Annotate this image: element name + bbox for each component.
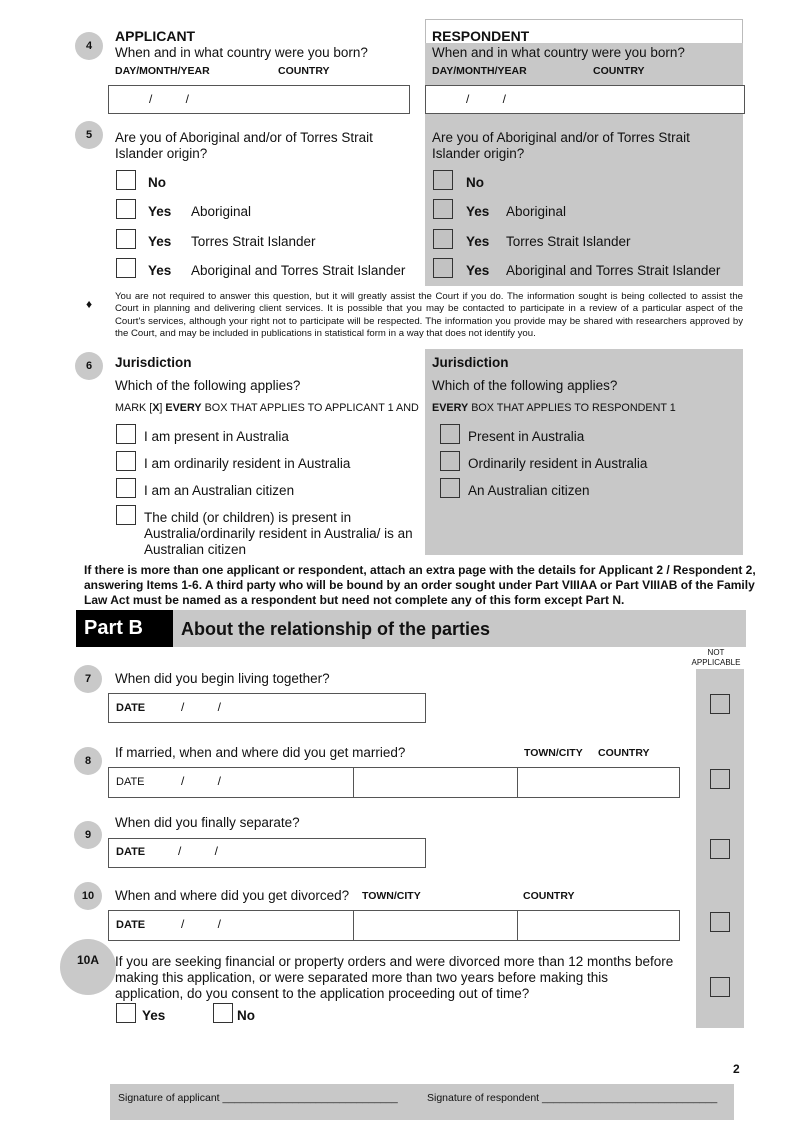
q7-not-applicable-checkbox[interactable] [710,694,730,714]
date-slashes: / / [178,844,219,858]
not-applicable-line: APPLICABLE [691,657,741,667]
part-b-label: Part B [76,610,173,647]
q4-date-label-applicant: DAY/MONTH/YEAR [115,65,210,77]
date-slashes: / / [181,774,222,788]
q5-option-answer: Yes [466,204,490,219]
date-slashes: / / [181,700,222,714]
q4-date-label-respondent: DAY/MONTH/YEAR [432,65,527,77]
q6-applicant-child-checkbox[interactable] [116,505,136,525]
q5-option-desc: Aboriginal and Torres Strait Islander [191,263,406,278]
q5-option-answer: No [148,175,166,190]
applicant-heading: APPLICANT [115,28,196,44]
q5-option-answer: Yes [148,204,172,219]
q6-question-applicant: Which of the following applies? [115,378,301,393]
extra-party-notice-line3: Law Act must be named as a respondent but need not complete any of this form except Part N. [84,593,625,607]
instr-x: X [152,402,160,414]
q6-heading-applicant: Jurisdiction [115,355,192,370]
instr-text: ] [159,402,166,414]
date-slashes: / / [466,92,507,106]
q5-option-answer: Yes [148,263,172,278]
q6-applicant-present-checkbox[interactable] [116,424,136,444]
date-label: DATE [116,846,146,858]
page-number: 2 [733,1062,740,1076]
q5-option-desc: Aboriginal and Torres Strait Islander [506,263,721,278]
q6-applicant-child-line2: Australia/ordinarily resident in Australia/ is an [144,526,413,541]
q6-applicant-child-line1: The child (or children) is present in [144,510,352,525]
instr-every: EVERY [165,402,202,414]
item-number-9: 9 [74,821,102,849]
instr-text: BOX THAT APPLIES TO APPLICANT 1 AND [201,402,419,414]
q10a-line2: making this application, or were separated more than two years before making this [115,970,609,985]
q6-respondent-citizen-checkbox[interactable] [440,478,460,498]
field-divider [353,768,354,797]
q8-not-applicable-checkbox[interactable] [710,769,730,789]
q6-respondent-option: Present in Australia [468,429,585,444]
q6-applicant-resident-checkbox[interactable] [116,451,136,471]
date-label: DATE [116,919,146,931]
q6-applicant-option: I am an Australian citizen [144,483,295,498]
q6-applicant-option: I am ordinarily resident in Australia [144,456,351,471]
q6-respondent-resident-checkbox[interactable] [440,451,460,471]
q6-respondent-option: Ordinarily resident in Australia [468,456,648,471]
q5-applicant-aboriginal-checkbox[interactable] [116,199,136,219]
date-label: DATE [116,702,146,714]
respondent-signature-line[interactable]: Signature of respondent ______________________________ [427,1092,718,1104]
q10-question: When and where did you get divorced? [115,888,350,903]
instr-every: EVERY [432,402,469,414]
privacy-note: You are not required to answer this question, but it will greatly assist the Court if you do. The information sought is being collected to assist the Court in planning and delivering client services. It is possible that you may be contacted to participate in a review of a particular aspect of the Court's services, although your right not to participate will be respected. The information you provide may be shared with researchers approved by the Court, and may be included in publications in statistical form in a way that does not identify you. [115,291,743,339]
q8-question: If married, when and where did you get married? [115,745,406,760]
extra-party-notice-line1: If there is more than one applicant or respondent, attach an extra page with the details for Applicant 2 / Respondent 2, [84,563,756,577]
instr-text: BOX THAT APPLIES TO RESPONDENT 1 [468,402,676,414]
q9-date-field[interactable] [108,838,426,868]
q10a-not-applicable-checkbox[interactable] [710,977,730,997]
q5-option-answer: Yes [466,263,490,278]
q4-country-label-respondent: COUNTRY [593,65,645,77]
item-number-8: 8 [74,747,102,775]
q10-not-applicable-checkbox[interactable] [710,912,730,932]
q8-marriage-fields[interactable] [108,767,680,798]
q5-respondent-no-checkbox[interactable] [433,170,453,190]
q4-applicant-birth-field[interactable] [108,85,410,114]
q4-question-respondent: When and in what country were you born? [432,45,685,60]
item-number-10a: 10A [60,939,116,995]
date-slashes: / / [181,917,222,931]
part-b-title: About the relationship of the parties [181,619,491,639]
item-number-7: 7 [74,665,102,693]
q10a-no-label: No [237,1008,255,1023]
not-applicable-heading [688,648,744,667]
q8-country-label: COUNTRY [598,747,650,759]
applicant-signature-line[interactable]: Signature of applicant ______________________________ [118,1092,398,1104]
q5-option-desc: Torres Strait Islander [191,234,316,249]
q6-respondent-option: An Australian citizen [468,483,590,498]
q4-country-label-applicant: COUNTRY [278,65,330,77]
q9-question: When did you finally separate? [115,815,300,830]
date-slashes: / / [149,92,190,106]
q10-divorce-fields[interactable] [108,910,680,941]
q10-town-label: TOWN/CITY [362,890,421,902]
q6-instruction-respondent [432,402,676,414]
q8-town-label: TOWN/CITY [524,747,583,759]
item-number-10: 10 [74,882,102,910]
field-divider [517,911,518,940]
q10a-yes-checkbox[interactable] [116,1003,136,1023]
q6-applicant-citizen-checkbox[interactable] [116,478,136,498]
q10a-no-checkbox[interactable] [213,1003,233,1023]
q5-applicant-both-checkbox[interactable] [116,258,136,278]
q10a-yes-label: Yes [142,1008,166,1023]
q5-applicant-no-checkbox[interactable] [116,170,136,190]
q6-applicant-option: I am present in Australia [144,429,289,444]
item-number-6: 6 [75,352,103,380]
q5-option-desc: Torres Strait Islander [506,234,631,249]
q6-question-respondent: Which of the following applies? [432,378,618,393]
q5-respondent-aboriginal-checkbox[interactable] [433,199,453,219]
q5-question-line2-applicant: Islander origin? [115,146,208,161]
q9-not-applicable-checkbox[interactable] [710,839,730,859]
q5-option-answer: Yes [466,234,490,249]
instr-text: MARK [ [115,402,153,414]
q6-respondent-present-checkbox[interactable] [440,424,460,444]
q6-heading-respondent: Jurisdiction [432,355,509,370]
q5-option-desc: Aboriginal [191,204,252,219]
q5-option-answer: Yes [148,234,172,249]
field-divider [353,911,354,940]
respondent-heading: RESPONDENT [432,28,530,44]
q5-option-desc: Aboriginal [506,204,567,219]
q5-question-line2-respondent: Islander origin? [432,146,525,161]
item-number-4: 4 [75,32,103,60]
q10a-line3: application, do you consent to the application proceeding out of time? [115,986,530,1001]
q6-applicant-child-line3: Australian citizen [144,542,247,557]
q5-applicant-tsi-checkbox[interactable] [116,229,136,249]
field-divider [517,768,518,797]
q5-question-line1-respondent: Are you of Aboriginal and/or of Torres Strait [432,130,690,145]
not-applicable-line: NOT [707,648,725,657]
q4-respondent-birth-field[interactable] [425,85,745,114]
extra-party-notice-line2: answering Items 1-6. A third party who will be bound by an order sought under Part VIIIAA or Part VIIIAB of the Family [84,578,755,592]
date-label: DATE [116,776,145,788]
q5-option-answer: No [466,175,484,190]
q5-respondent-both-checkbox[interactable] [433,258,453,278]
note-bullet-icon: ♦ [86,297,93,311]
q10a-line1: If you are seeking financial or property orders and were divorced more than 12 months before [115,954,674,969]
q7-date-field[interactable] [108,693,426,723]
q5-question-line1-applicant: Are you of Aboriginal and/or of Torres Strait [115,130,373,145]
q7-question: When did you begin living together? [115,671,330,686]
q10-country-label: COUNTRY [523,890,575,902]
q6-instruction-applicant [115,402,419,414]
q5-respondent-tsi-checkbox[interactable] [433,229,453,249]
item-number-5: 5 [75,121,103,149]
q4-question-applicant: When and in what country were you born? [115,45,368,60]
